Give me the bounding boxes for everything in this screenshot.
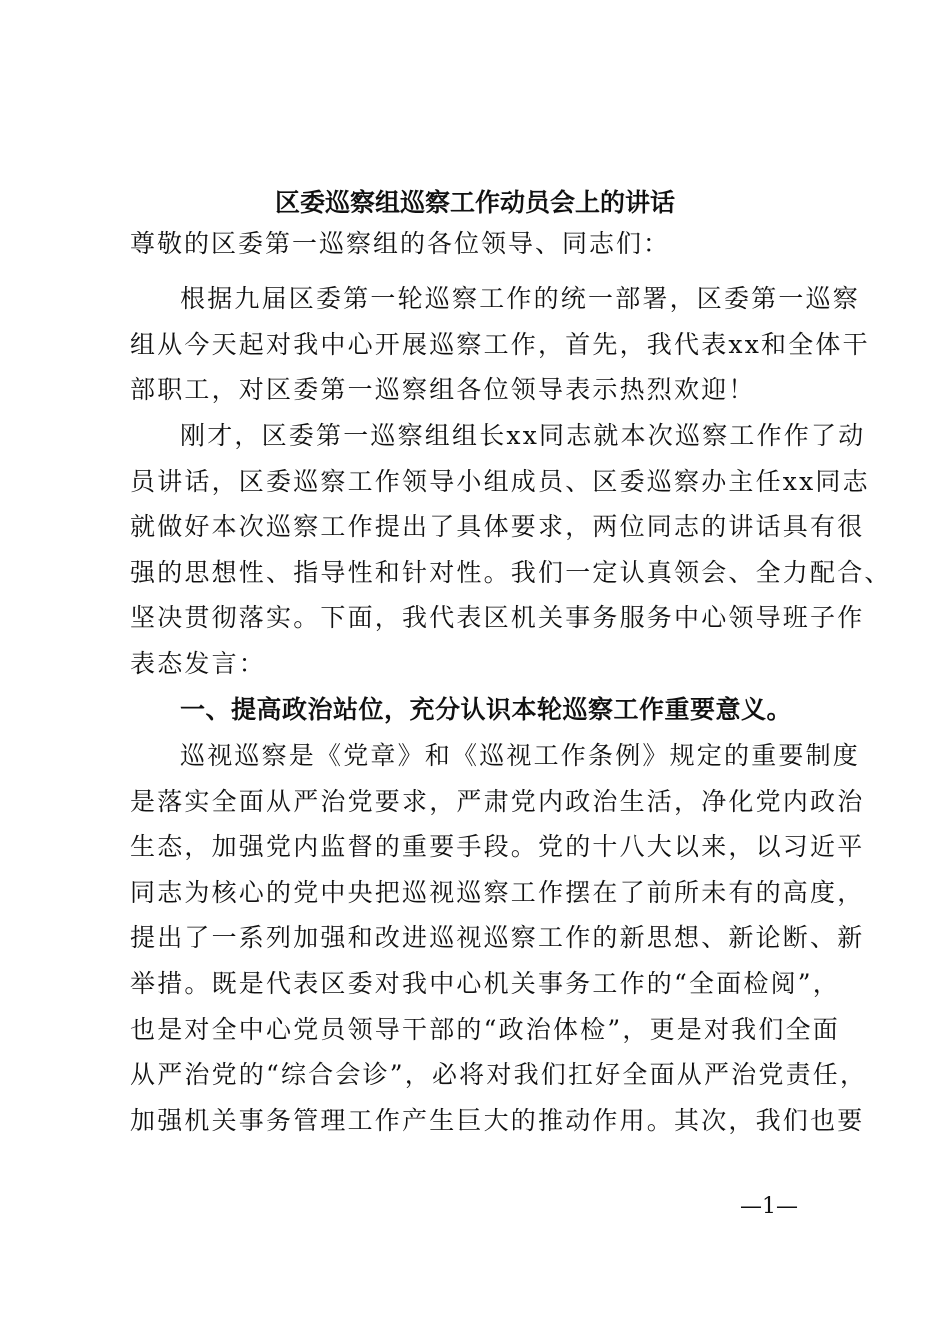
paragraph-line: 提出了一系列加强和改进巡视巡察工作的新思想、新论断、新 bbox=[130, 923, 865, 953]
paragraph-line: 根据九届区委第一轮巡察工作的统一部署，区委第一巡察 bbox=[180, 284, 861, 313]
paragraph-line: 刚才，区委第一巡察组组长xx同志就本次巡察工作作了动 bbox=[180, 421, 866, 450]
paragraph-line: 坚决贯彻落实。下面，我代表区机关事务服务中心领导班子作 bbox=[130, 603, 865, 633]
paragraph-2 bbox=[130, 413, 892, 687]
paragraph-line: 是落实全面从严治党要求，严肃党内政治生活，净化党内政治 bbox=[130, 786, 865, 816]
paragraph-line: 同志为核心的党中央把巡视巡察工作摆在了前所未有的高度， bbox=[130, 877, 865, 907]
paragraph-line: 员讲话，区委巡察工作领导小组成员、区委巡察办主任xx同志 bbox=[130, 466, 870, 496]
paragraph-line: 巡视巡察是《党章》和《巡视工作条例》规定的重要制度 bbox=[180, 741, 861, 770]
paragraph-line: 从严治党的“综合会诊”，必将对我们扛好全面从严治党责任， bbox=[130, 1060, 868, 1090]
paragraph-3 bbox=[130, 733, 868, 1143]
paragraph-line: 表态发言： bbox=[130, 648, 267, 678]
document-title: 区委巡察组巡察工作动员会上的讲话 bbox=[274, 188, 675, 217]
section-heading: 一、提高政治站位，充分认识本轮巡察工作重要意义。 bbox=[180, 695, 793, 724]
paragraph-1 bbox=[130, 276, 870, 413]
paragraph-line: 组从今天起对我中心开展巡察工作，首先，我代表xx和全体干 bbox=[130, 329, 870, 359]
paragraph-line: 也是对全中心党员领导干部的“政治体检”，更是对我们全面 bbox=[130, 1014, 840, 1044]
paragraph-line: 强的思想性、指导性和针对性。我们一定认真领会、全力配合、 bbox=[130, 557, 892, 587]
page-number: —1— bbox=[740, 1194, 798, 1219]
salutation: 尊敬的区委第一巡察组的各位领导、同志们： bbox=[130, 229, 671, 258]
paragraph-line: 生态，加强党内监督的重要手段。党的十八大以来，以习近平 bbox=[130, 832, 865, 862]
paragraph-line: 就做好本次巡察工作提出了具体要求，两位同志的讲话具有很 bbox=[130, 512, 865, 542]
section-heading-1 bbox=[130, 687, 830, 733]
paragraph-line: 举措。既是代表区委对我中心机关事务工作的“全面检阅”， bbox=[130, 968, 840, 998]
paragraph-line: 加强机关事务管理工作产生巨大的推动作用。其次，我们也要 bbox=[130, 1105, 865, 1135]
paragraph-line: 部职工，对区委第一巡察组各位领导表示热烈欢迎！ bbox=[130, 375, 756, 405]
